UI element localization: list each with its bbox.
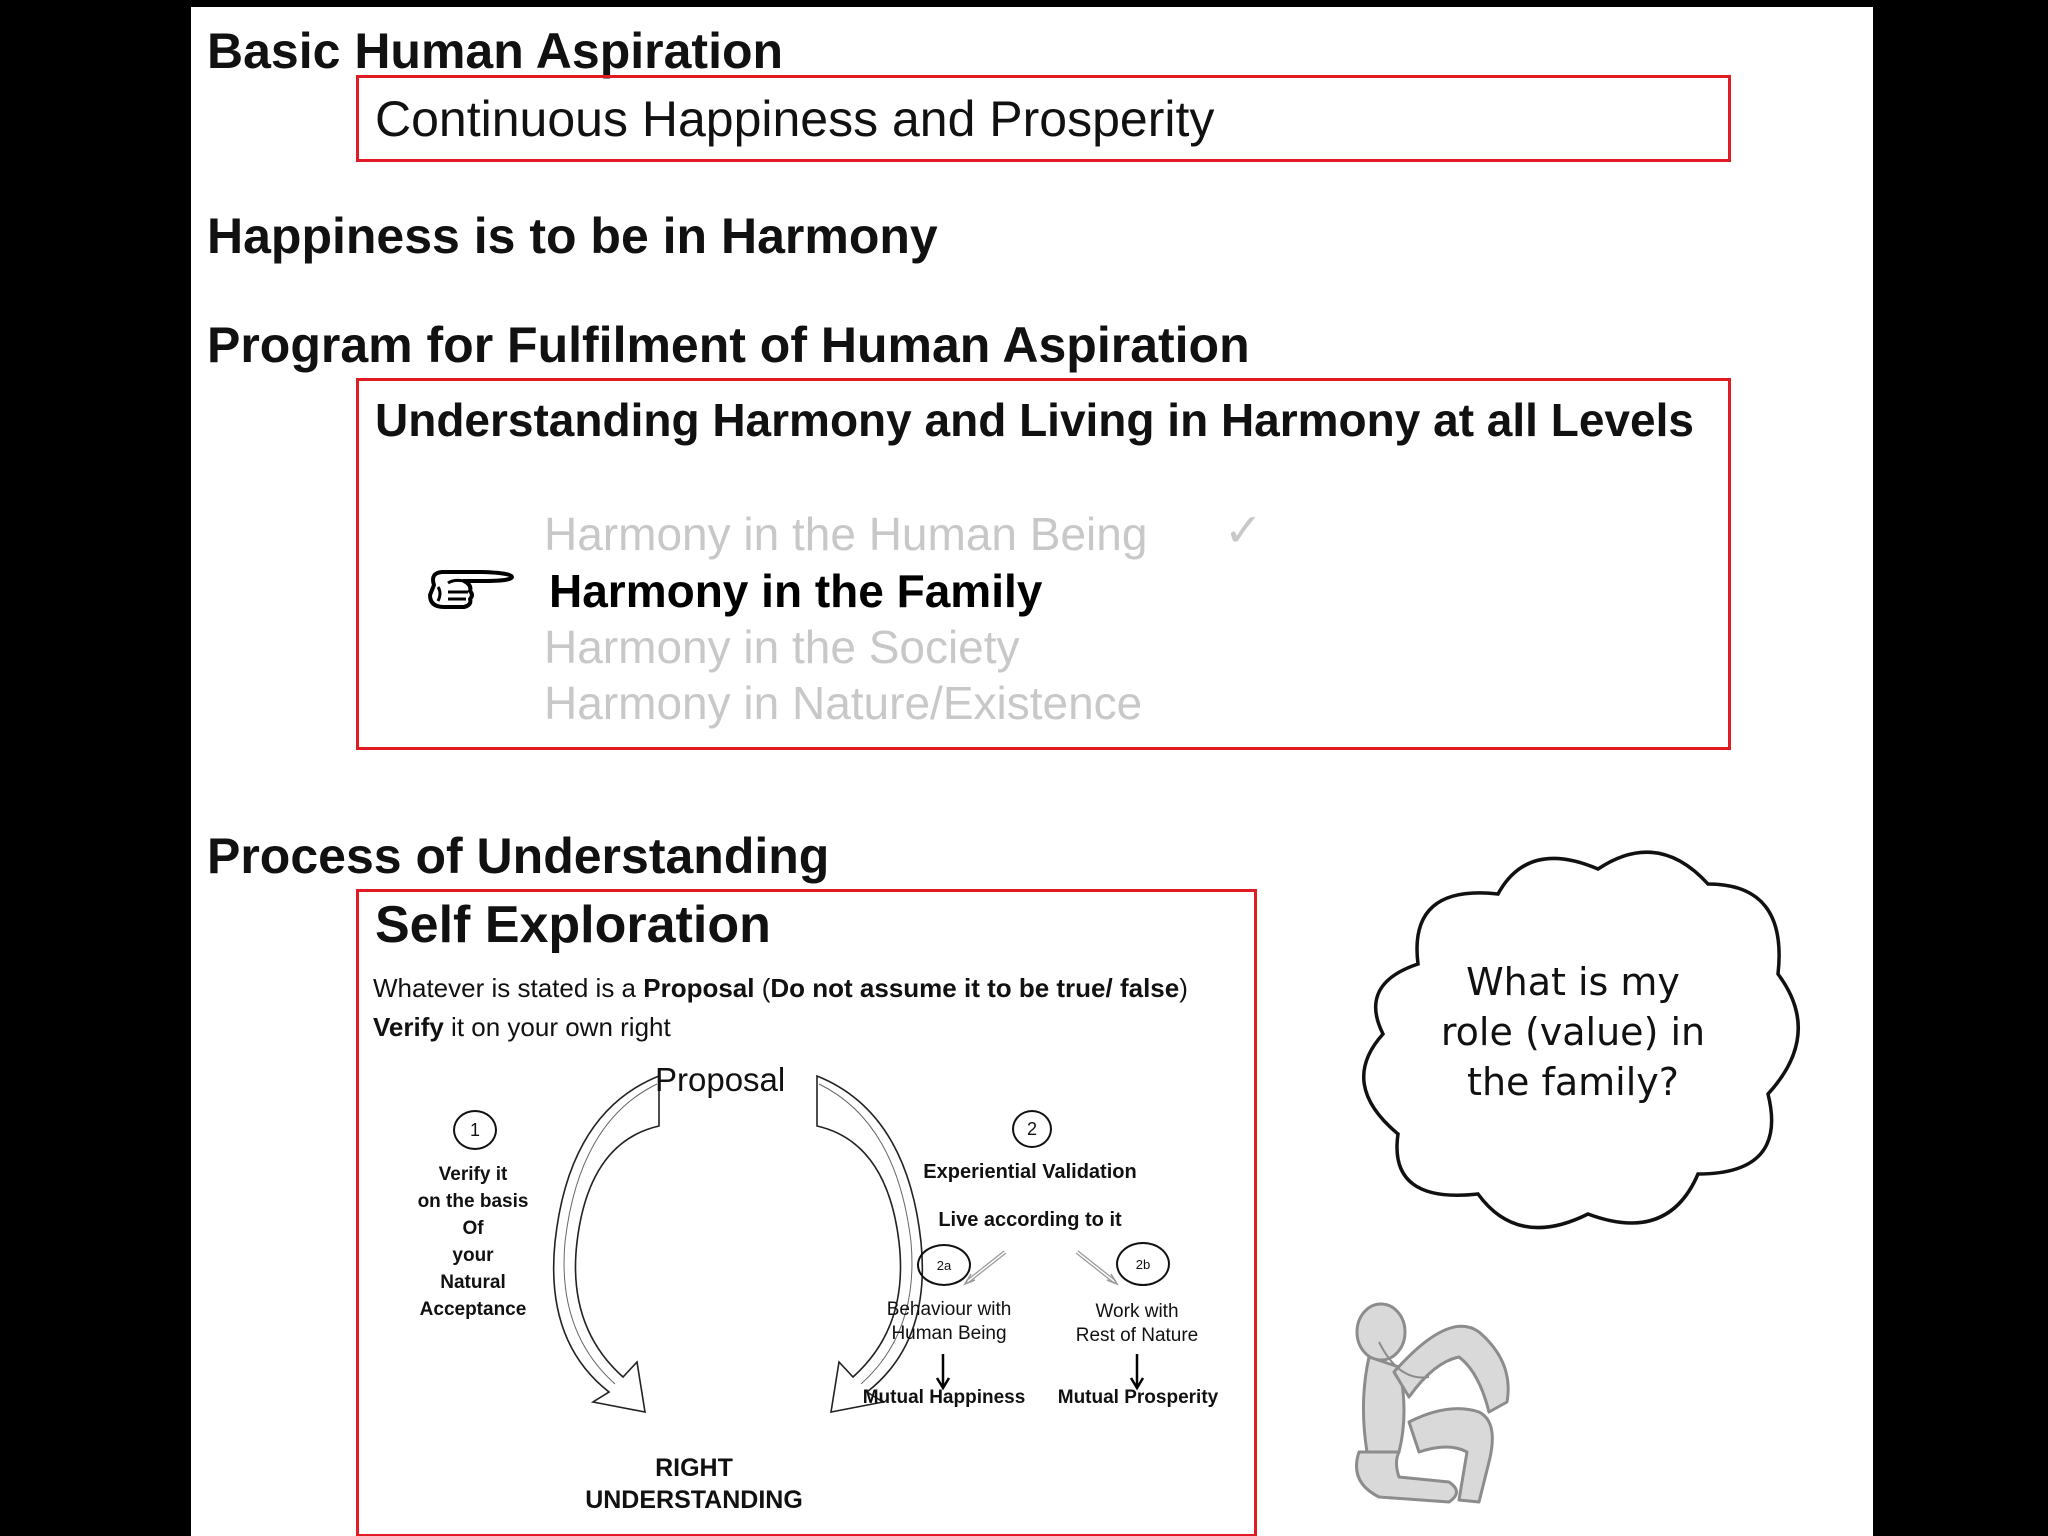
mutual-happiness: Mutual Happiness bbox=[862, 1387, 1026, 1408]
level-society: Harmony in the Society bbox=[544, 621, 1020, 673]
behaviour-text: Behaviour with Human Being bbox=[886, 1299, 1012, 1344]
step-2-badge: 2 bbox=[1012, 1110, 1052, 1148]
aspiration-box bbox=[356, 75, 1731, 162]
self-exploration-box bbox=[356, 889, 1257, 1536]
right-curved-arrow bbox=[809, 1072, 929, 1412]
cloud-question: What is my role (value) in the family? bbox=[1440, 960, 1706, 1104]
thinking-figure-image bbox=[1339, 1302, 1529, 1512]
left-curved-arrow bbox=[549, 1072, 779, 1412]
step-2b-badge: 2b bbox=[1116, 1242, 1170, 1286]
pointing-hand-icon bbox=[424, 563, 516, 611]
level-human-being: Harmony in the Human Being bbox=[544, 508, 1148, 560]
step-2a-badge: 2a bbox=[917, 1244, 971, 1286]
level-nature: Harmony in Nature/Existence bbox=[544, 677, 1143, 729]
work-text: Work with Rest of Nature bbox=[1075, 1301, 1199, 1346]
branch-arrows bbox=[959, 1242, 1129, 1292]
right-understanding: RIGHT UNDERSTANDING bbox=[585, 1454, 803, 1514]
mutual-prosperity: Mutual Prosperity bbox=[1057, 1387, 1219, 1408]
self-exploration-title: Self Exploration bbox=[375, 896, 771, 954]
step-1-badge: 1 bbox=[453, 1110, 497, 1150]
live-according: Live according to it bbox=[938, 1209, 1122, 1231]
check-icon: ✓ bbox=[1224, 504, 1263, 556]
process-heading: Process of Understanding bbox=[207, 828, 830, 884]
program-heading: Program for Fulfilment of Human Aspiration bbox=[207, 317, 1250, 373]
slide bbox=[191, 7, 1873, 1536]
program-box-title: Understanding Harmony and Living in Harmony at all Levels bbox=[375, 394, 1694, 446]
aspiration-text: Continuous Happiness and Prosperity bbox=[375, 91, 1215, 147]
verify-statement: Verify it on your own right bbox=[373, 1012, 671, 1042]
step-1-text: Verify it on the basis Of your Natural Acceptance bbox=[417, 1164, 529, 1320]
proposal-statement: Whatever is stated is a Proposal (Do not assume it to be true/ false) bbox=[373, 973, 1188, 1003]
happiness-heading: Happiness is to be in Harmony bbox=[207, 208, 938, 264]
level-family: Harmony in the Family bbox=[549, 565, 1043, 617]
experiential-validation: Experiential Validation bbox=[923, 1161, 1137, 1183]
aspiration-heading: Basic Human Aspiration bbox=[207, 23, 784, 79]
proposal-label: Proposal bbox=[655, 1061, 786, 1098]
program-box bbox=[356, 378, 1731, 750]
